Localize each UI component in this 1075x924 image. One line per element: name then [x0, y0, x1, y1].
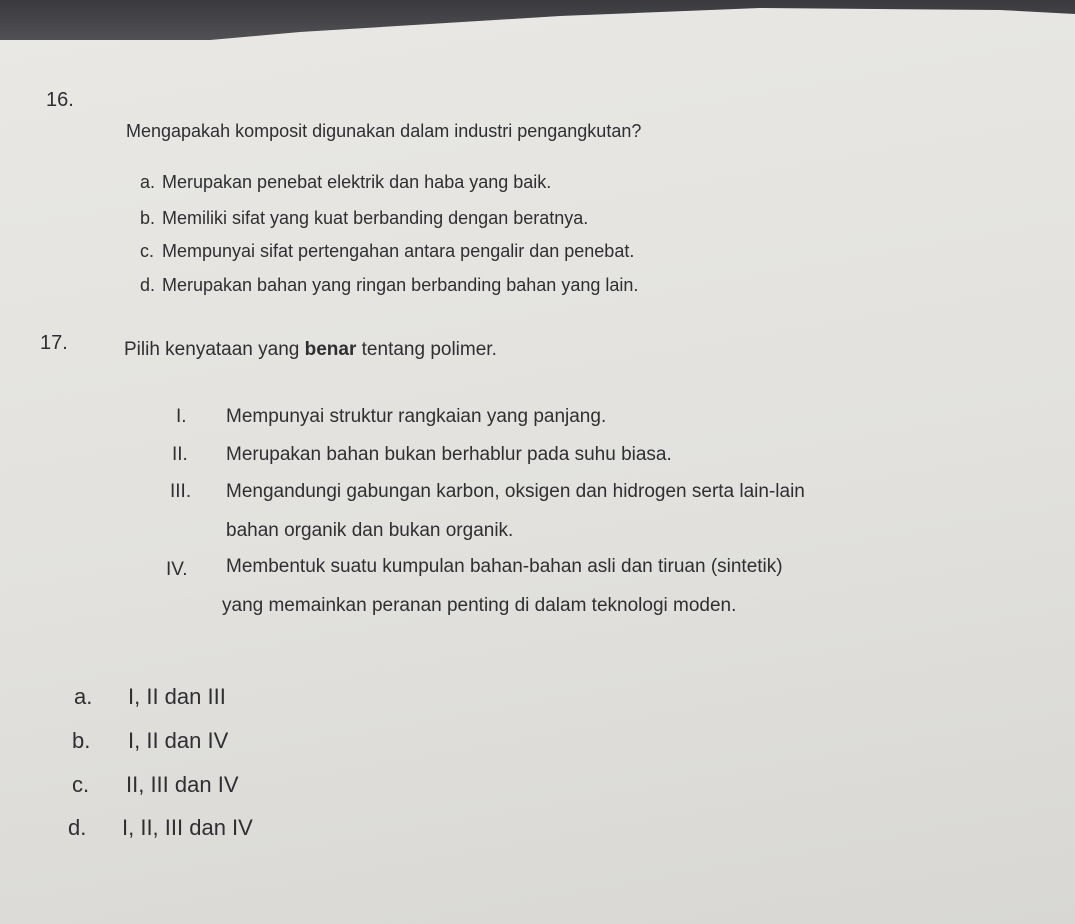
statement-3-text-line1: Mengandungi gabungan karbon, oksigen dan hidrogen serta lain-lain	[226, 481, 805, 502]
q17-answer-b-text: I, II dan IV	[128, 728, 229, 753]
question-16-text: Mengapakah komposit digunakan dalam industri pengangkutan?	[126, 121, 642, 141]
statement-4-numeral: IV.	[166, 559, 188, 580]
statement-2-text: Merupakan bahan bukan berhablur pada suhu biasa.	[226, 444, 672, 465]
q16-option-b-letter: b.	[140, 208, 156, 228]
statement-1-numeral: I.	[176, 406, 187, 427]
q16-option-c-letter: c.	[140, 241, 155, 261]
q16-option-b-text: Memiliki sifat yang kuat berbanding dengan beratnya.	[162, 208, 589, 228]
question-17-number: 17.	[40, 332, 68, 354]
statement-1-text: Mempunyai struktur rangkaian yang panjang.	[226, 406, 607, 427]
q16-option-c-text: Mempunyai sifat pertengahan antara pengalir dan penebat.	[162, 241, 635, 261]
q17-answer-d-text: I, II, III dan IV	[122, 815, 253, 840]
statement-3-numeral: III.	[170, 481, 192, 502]
q17-answer-c-text: II, III dan IV	[126, 772, 239, 797]
q16-option-a-text: Merupakan penebat elektrik dan haba yang baik.	[162, 172, 552, 192]
statement-3-text-line2: bahan organik dan bukan organik.	[226, 520, 514, 541]
emphasis-benar: benar	[304, 339, 357, 360]
q17-answer-b-letter: b.	[72, 728, 91, 753]
q16-option-d-text: Merupakan bahan yang ringan berbanding bahan yang lain.	[162, 275, 639, 295]
q16-option-a-letter: a.	[140, 172, 156, 192]
statement-4-text-line2: yang memainkan peranan penting di dalam teknologi moden.	[222, 595, 737, 616]
statement-2-numeral: II.	[172, 444, 188, 465]
question-17-text: Pilih kenyataan yang benar tentang polimer.	[124, 339, 497, 360]
q17-answer-c-letter: c.	[72, 772, 90, 797]
question-16-number: 16.	[46, 89, 74, 111]
q17-answer-a-letter: a.	[74, 684, 93, 709]
statement-4-text-line1: Membentuk suatu kumpulan bahan-bahan asli dan tiruan (sintetik)	[226, 556, 783, 577]
q17-answer-d-letter: d.	[68, 815, 87, 840]
q16-option-d-letter: d.	[140, 275, 156, 295]
q17-answer-a-text: I, II dan III	[128, 684, 226, 709]
